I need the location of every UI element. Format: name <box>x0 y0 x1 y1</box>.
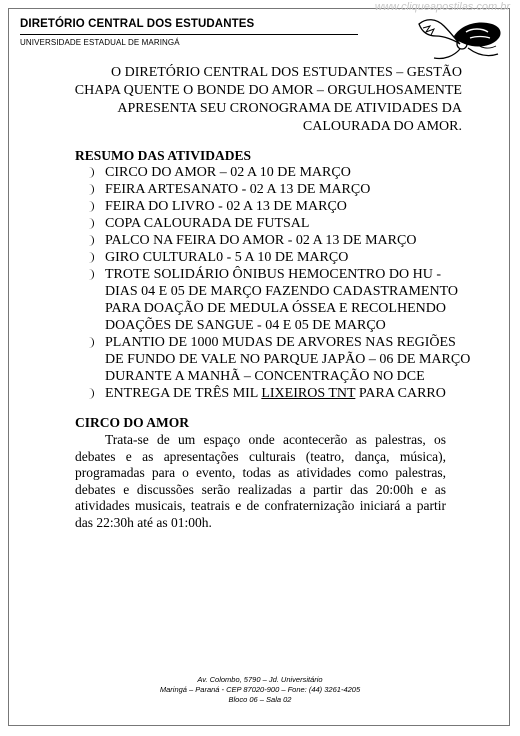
bullet-bracket <box>88 184 94 195</box>
bullet-bracket <box>88 218 94 229</box>
activity-item <box>88 181 488 198</box>
paragraph-line: programadas para o evento, todas as atividades como palestras, <box>75 465 446 480</box>
resumo-heading: RESUMO DAS ATIVIDADES <box>75 148 252 163</box>
paragraph-line: debates e as apresentações culturais (teatro, dança, música), <box>75 448 446 464</box>
activity-text: TROTE SOLIDÁRIO ÔNIBUS HEMOCENTRO DO HU - <box>105 267 441 282</box>
bullet-bracket <box>88 388 94 399</box>
activity-item <box>88 385 488 402</box>
activity-text-underlined: LIXEIROS TNT <box>261 386 356 401</box>
activity-text: DE FUNDO DE VALE NO PARQUE JAPÃO – 06 DE MARÇO <box>105 352 471 367</box>
paragraph-line: Trata-se de um espaço onde acontecerão as palestras, os <box>105 432 446 447</box>
header-divider <box>20 34 358 35</box>
activity-text <box>105 385 488 402</box>
activity-text: GIRO CULTURAL0 - 5 A 10 DE MARÇO <box>105 250 349 265</box>
activity-text: FEIRA ARTESANATO - 02 A 13 DE MARÇO <box>105 182 371 197</box>
paragraph-line: das 22:30h até as 01:00h. <box>75 514 212 530</box>
intro-block <box>62 64 462 136</box>
activity-text: PARA DOAÇÃO DE MEDULA ÓSSEA E RECOLHENDO <box>105 301 446 316</box>
circo-heading: CIRCO DO AMOR <box>75 415 189 430</box>
activity-text: CIRCO DO AMOR – 02 A 10 DE MARÇO <box>105 165 351 180</box>
activity-text: DIAS 04 E 05 DE MARÇO FAZENDO CADASTRAMENTO <box>105 284 458 299</box>
paragraph-line: atividades musicais, teatrais e de confraternização iniciará a partir <box>75 498 446 513</box>
activity-item <box>88 215 488 232</box>
activity-item <box>88 334 488 385</box>
watermark: www.cliqueapostilas.com.br <box>374 1 510 13</box>
header-subtitle: UNIVERSIDADE ESTADUAL DE MARINGÁ <box>20 38 180 47</box>
intro-line: APRESENTA SEU CRONOGRAMA DE ATIVIDADES DA <box>117 101 462 116</box>
intro-line: CHAPA QUENTE O BONDE DO AMOR – ORGULHOSAMENTE <box>74 83 462 98</box>
bullet-bracket <box>88 235 94 246</box>
activity-text-suffix: PARA CARRO <box>355 386 446 401</box>
paragraph-line: debates e discussões serão realizadas a partir das 20:00h e as <box>75 481 446 497</box>
header-title: DIRETÓRIO CENTRAL DOS ESTUDANTES <box>20 18 255 30</box>
intro-line: CALOURADA DO AMOR. <box>302 119 462 134</box>
footer-line: Av. Colombo, 5790 – Jd. Universitário <box>197 675 323 684</box>
activity-item <box>88 164 488 181</box>
bullet-bracket <box>88 252 94 263</box>
footer-line: Maringá – Paraná - CEP 87020-900 – Fone: (44) 3261-4205 <box>159 685 361 694</box>
intro-line: O DIRETÓRIO CENTRAL DOS ESTUDANTES – GESTÃO <box>110 65 462 80</box>
circo-paragraph <box>75 432 446 531</box>
dce-logo <box>414 14 506 64</box>
activity-text: DURANTE A MANHÃ – CONCENTRAÇÃO NO DCE <box>105 369 425 384</box>
activity-item <box>88 198 488 215</box>
activity-item <box>88 232 488 249</box>
activity-text: DOAÇÕES DE SANGUE - 04 E 05 DE MARÇO <box>105 318 386 333</box>
activity-item <box>88 266 488 334</box>
activity-item <box>88 249 488 266</box>
bullet-bracket <box>88 167 94 178</box>
bullet-bracket <box>88 337 94 348</box>
activity-list <box>88 164 488 402</box>
footer-line: Bloco 06 – Sala 02 <box>228 695 292 704</box>
bullet-bracket <box>88 269 94 280</box>
footer-address <box>0 675 520 705</box>
activity-text: PLANTIO DE 1000 MUDAS DE ARVORES NAS REGIÕES <box>105 335 456 350</box>
bullet-bracket <box>88 201 94 212</box>
activity-text: COPA CALOURADA DE FUTSAL <box>105 216 310 231</box>
activity-text-prefix: ENTREGA DE TRÊS MIL <box>105 386 262 401</box>
activity-text: FEIRA DO LIVRO - 02 A 13 DE MARÇO <box>105 199 347 214</box>
activity-text: PALCO NA FEIRA DO AMOR - 02 A 13 DE MARÇO <box>105 233 417 248</box>
